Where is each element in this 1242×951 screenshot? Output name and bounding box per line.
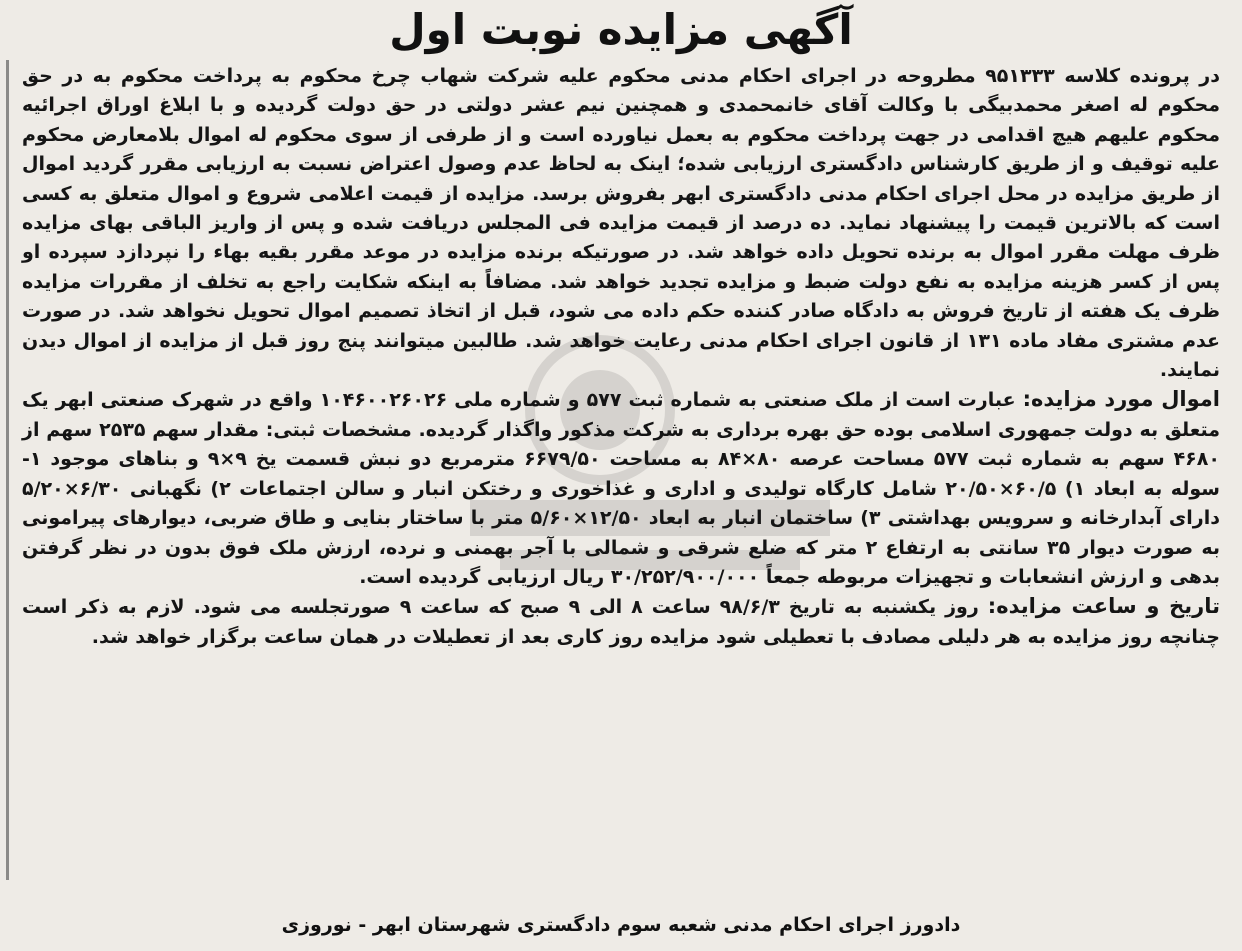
signature-line: دادورز اجرای احکام مدنی شعبه سوم دادگستری شهرستان ابهر - نوروزی: [281, 914, 961, 936]
column-divider: [6, 60, 9, 880]
property-heading: اموال مورد مزایده:: [1022, 387, 1220, 412]
property-text: عبارت است از ملک صنعتی به شماره ثبت ۵۷۷ و شماره ملی ۱۰۴۶۰۰۲۶۰۲۶ واقع در شهرک صنعتی ابهر یک متعلق به دولت جمهوری اسلامی بوده حق بهره برداری به شرکت مذکور واگذار گردیده. مشخصات ثبتی: مقدار سهم ۲۵۳۵ سهم از ۴۶۸۰ سهم به شماره ثبت ۵۷۷ مساحت عرصه ۸۰×۸۴ به مساحت ۶۶۷۹/۵۰ مترمربع دو نبش قسمت یخ ۹×۹ و بناهای موجود ۱- سوله به ابعاد ۱) ۶۰/۵×۲۰/۵۰ شامل کارگاه تولیدی و اداری و غذاخوری و رختکن انبار و سالن اجتماعات ۲) نگهبانی ۶/۳۰×۵/۲۰ دارای آبدارخانه و سرویس بهداشتی ۳) ساختمان انبار به ابعاد ۱۲/۵۰×۵/۶۰ متر با ساختار بنایی و طاق ضربی، دیوارهای پیرامونی به صورت دیوار ۳۵ سانتی به ارتفاع ۲ متر که ضلع شرقی و شمالی با آجر بهمنی و نرده، ارزش ملک فوق بدون در نظر گرفتن بدهی و ارزش انشعابات و تجهیزات مربوطه جمعاً ۳۰/۲۵۲/۹۰۰/۰۰۰ ریال ارزیابی گردیده است.: [22, 389, 1221, 588]
property-section: [22, 385, 1220, 592]
notice-title: آگهی مزایده نوبت اول: [389, 5, 853, 54]
notice-paragraph: در پرونده کلاسه ۹۵۱۳۳۳ مطروحه در اجرای احکام مدنی محکوم علیه شرکت شهاب چرخ محکوم به پرداخت محکوم به در حق محکوم له اصغر محمدبیگی با وکالت آقای خانمحمدی و همچنین نیم عشر دولتی در حق دولت گردیده و با ابلاغ اوراق اجرائیه محکوم علیهم هیچ اقدامی در جهت پرداخت محکوم به بعمل نیاورده است و از طرفی از سوی محکوم له اموال بلامعارض محکوم علیه توقیف و از طریق کارشناس دادگستری ارزیابی شده؛ اینک به لحاظ عدم وصول اعتراض نسبت به ارزیابی مقرر گردید اموال از طریق مزایده در محل اجرای احکام مدنی دادگستری ابهر بفروش برسد. مزایده از قیمت اعلامی شروع و اموال متعلق به کسی است که بالاترین قیمت را پیشنهاد نماید. ده درصد از قیمت مزایده فی المجلس دریافت شده و پس از واریز الباقی بهای مزایده ظرف مهلت مقرر اموال به برنده تحویل داده خواهد شد. در صورتیکه برنده مزایده در موعد مقرر بقیه بهاء را نپردازد سپرده او پس از کسر هزینه مزایده به نفع دولت ضبط و مزایده تجدید خواهد شد. مضافاً به اینکه شکایت راجع به تخلف از مقررات مزایده ظرف یک هفته از تاریخ فروش به دادگاه صادر کننده حکم داده می شود، قبل از اتخاذ تصمیم اموال تحویل نخواهد شد. در صورت عدم مشتری مفاد ماده ۱۳۱ از قانون اجرای احکام مدنی رعایت خواهد شد. طالبین میتوانند پنج روز قبل از مزایده از اموال دیدن نمایند.: [22, 65, 1220, 382]
datetime-section: [22, 592, 1220, 652]
notice-body: [22, 62, 1220, 652]
datetime-heading: تاریخ و ساعت مزایده:: [987, 594, 1220, 619]
datetime-text: روز یکشنبه به تاریخ ۹۸/۶/۳ ساعت ۸ الی ۹ صبح که ساعت ۹ صورتجلسه می شود. لازم به ذکر است چنانچه روز مزایده به هر دلیلی مصادف با تعطیلی شود مزایده روز کاری بعد از تعطیلات در همان ساعت برگزار خواهد شد.: [22, 596, 1220, 648]
